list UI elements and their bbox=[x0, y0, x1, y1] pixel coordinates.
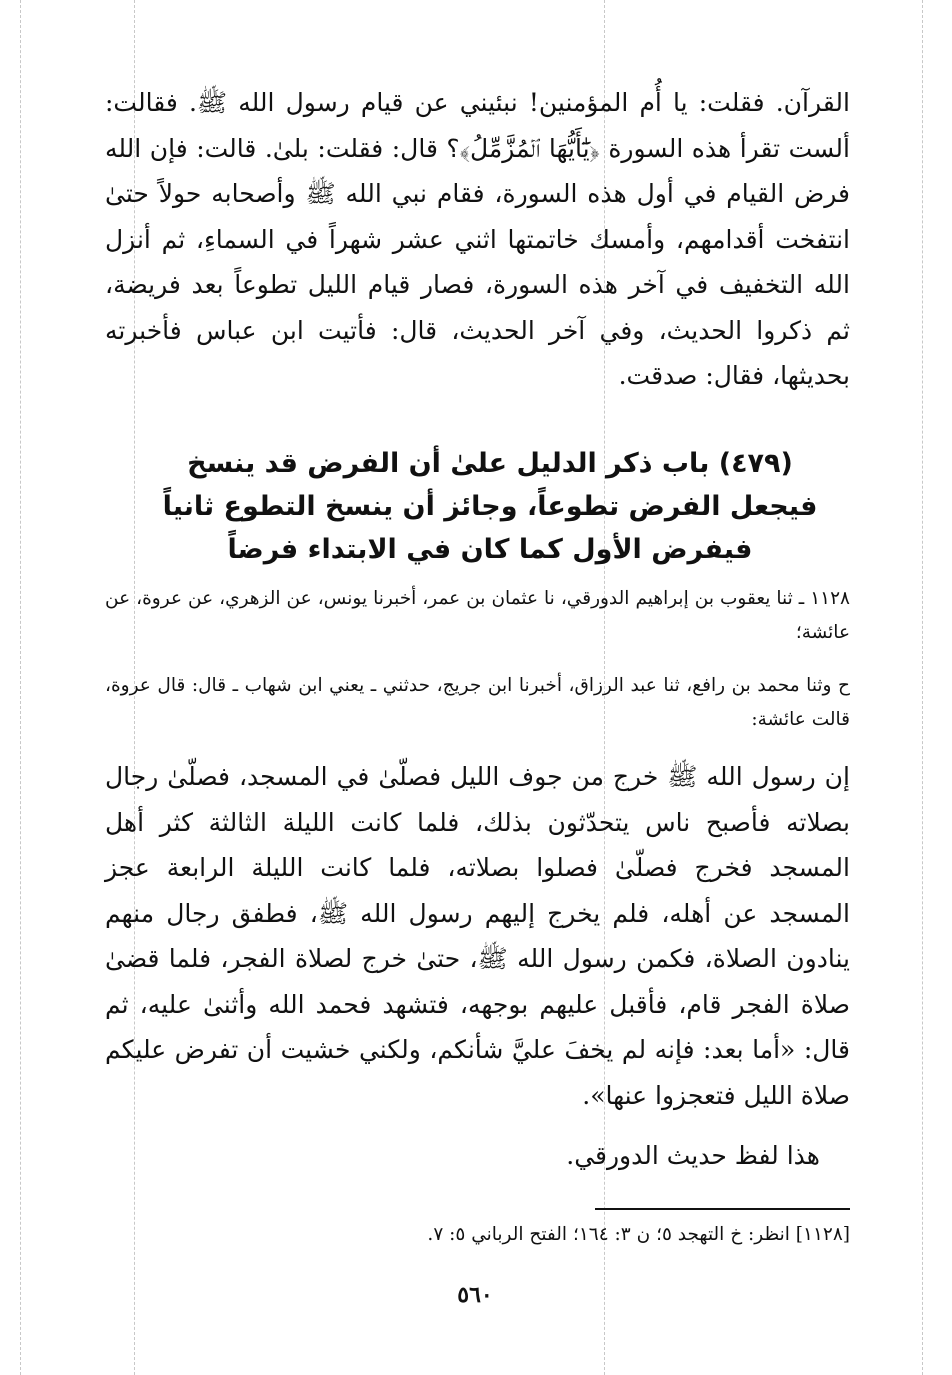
chapter-heading bbox=[160, 442, 820, 571]
chapter-heading-line-2: فيجعل الفرض تطوعاً، وجائز أن ينسخ التطوع ثانياً bbox=[162, 491, 818, 522]
footnote-divider bbox=[595, 1208, 850, 1210]
scan-guide-line bbox=[20, 0, 21, 1375]
chapter-heading-line-1: (٤٧٩) باب ذكر الدليل علىٰ أن الفرض قد ينسخ bbox=[187, 448, 793, 479]
closing-note: هذا لفظ حديث الدورقي. bbox=[566, 1141, 820, 1170]
footnote: [١١٢٨] انظر: خ التهجد ٥؛ ن ٣: ١٦٤؛ الفتح الرباني ٥: ٧. bbox=[427, 1224, 850, 1245]
isnad-chain-1: ١١٢٨ ـ ثنا يعقوب بن إبراهيم الدورقي، نا عثمان بن عمر، أخبرنا يونس، عن الزهري، عن عروة، عن عائشة؛ bbox=[105, 588, 850, 643]
page-number: ٥٦٠ bbox=[457, 1282, 493, 1308]
chapter-heading-line-3: فيفرض الأول كما كان في الابتداء فرضاً bbox=[227, 534, 753, 565]
scan-guide-line bbox=[922, 0, 923, 1375]
paragraph-hadith-text: إن رسول الله ﷺ خرج من جوف الليل فصلّىٰ في المسجد، فصلّىٰ رجال بصلاته فأصبح ناس يتحدّثون بذلك، فلما كانت الليلة الثالثة كثر أهل المسجد فخرج فصلّىٰ فصلوا بصلاته، فلما كانت الليلة الرابعة عجز المسجد عن أهله، فلم يخرج إليهم رسول الله ﷺ، فطفق رجال منهم ينادون الصلاة، فكمن رسول الله ﷺ، حتىٰ خرج لصلاة الفجر، فلما قضىٰ صلاة الفجر قام، فأقبل عليهم بوجهه، فتشهد فحمد الله وأثنىٰ عليه، ثم قال: «أما بعد: فإنه لم يخفَ عليَّ شأنكم، ولكني خشيت أن تفرض عليكم صلاة الليل فتعجزوا عنها». bbox=[105, 762, 850, 1110]
paragraph-hadith-continuation: القرآن. فقلت: يا أُم المؤمنين! نبئيني عن قيام رسول الله ﷺ. فقالت: ألست تقرأ هذه السورة ﴿يَٰٓأَيُّهَا ٱلۡمُزَّمِّلُ﴾؟ قال: فقلت: بلىٰ. قالت: فإن الله فرض القيام في أول هذه السورة، فقام نبي الله ﷺ وأصحابه حولاً حتىٰ انتفخت أقدامهم، وأمسك خاتمتها اثني عشر شهراً في السماءِ، ثم أنزل الله التخفيف في آخر هذه السورة، فصار قيام الليل تطوعاً بعد فريضة، ثم ذكروا الحديث، وفي آخر الحديث، قال: فأتيت ابن عباس فأخبرته بحديثها، فقال: صدقت. bbox=[105, 88, 850, 390]
isnad-chain-2: ح وثنا محمد بن رافع، ثنا عبد الرزاق، أخبرنا ابن جريج، حدثني ـ يعني ابن شهاب ـ قال: قال عروة، قالت عائشة: bbox=[105, 675, 850, 730]
